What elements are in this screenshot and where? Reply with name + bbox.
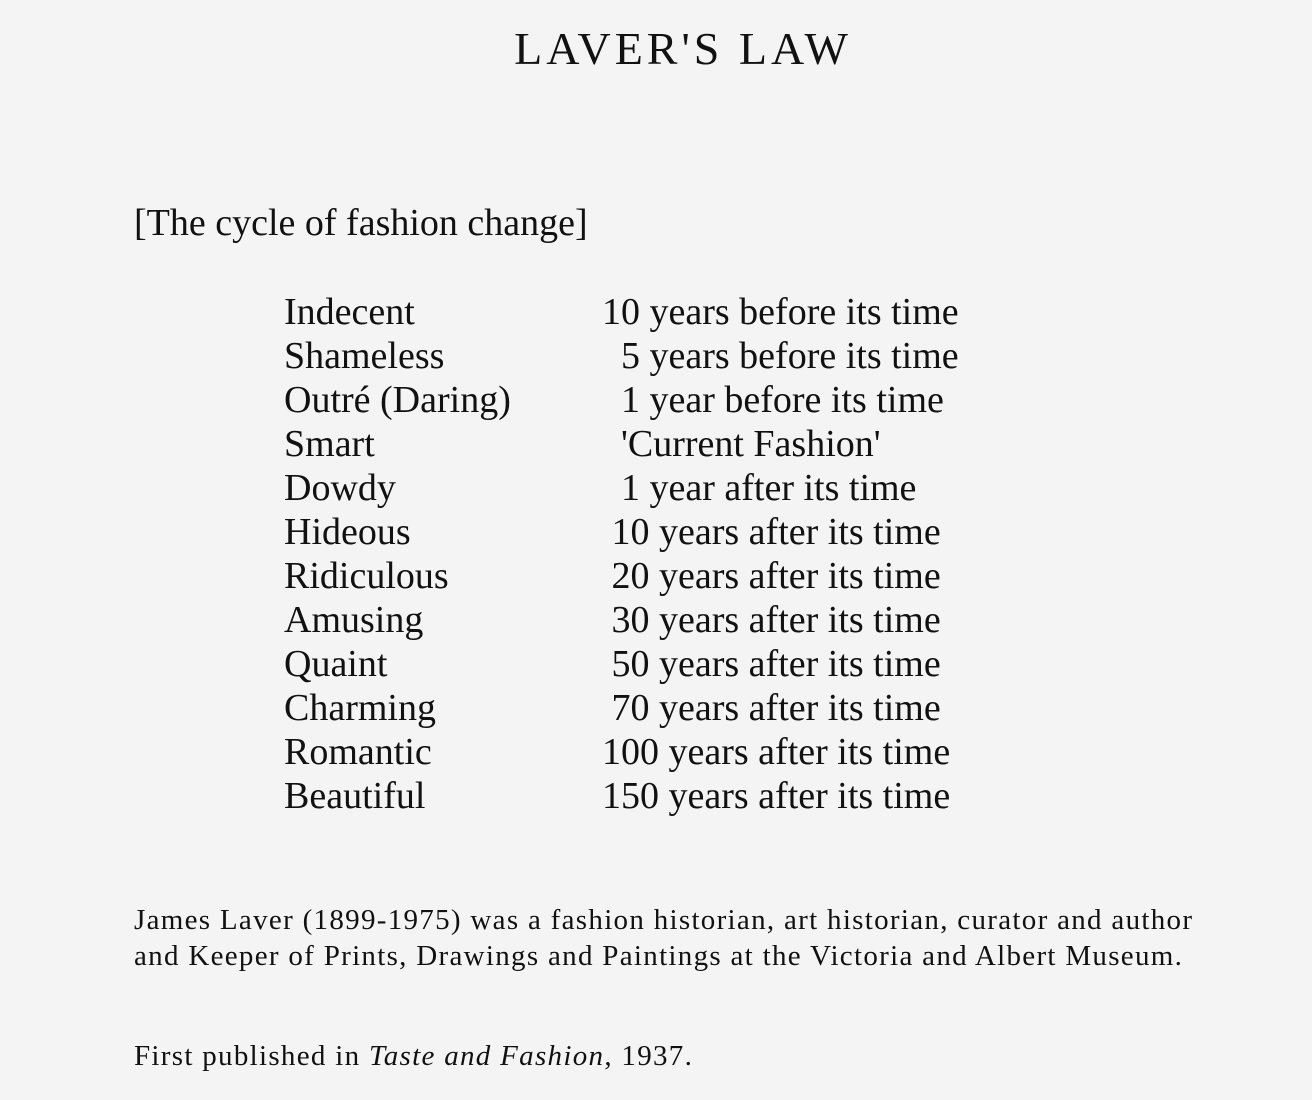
cycle-row — [284, 774, 962, 818]
stage-time: 1 year before its time — [602, 379, 944, 421]
stage-time: 5 years before its time — [602, 335, 959, 377]
author-note: James Laver (1899-1975) was a fashion historian, art historian, curator and author and Keeper of Prints, Drawings and Paintings at the Victoria and Albert Museum. — [134, 904, 1194, 972]
cycle-row — [284, 466, 962, 510]
cycle-row — [284, 642, 962, 686]
stage-name: Dowdy — [284, 467, 396, 509]
stage-time: 1 year after its time — [602, 467, 917, 509]
cycle-row — [284, 598, 962, 642]
stage-time: 10 years after its time — [602, 511, 941, 553]
source-suffix: , 1937. — [604, 1040, 694, 1072]
fashion-cycle-table — [284, 290, 962, 818]
source-citation — [134, 1038, 693, 1074]
page-title: LAVER'S LAW — [514, 23, 852, 74]
cycle-row — [284, 422, 962, 466]
cycle-row — [284, 290, 962, 334]
cycle-row — [284, 686, 962, 730]
subtitle: [The cycle of fashion change] — [134, 202, 588, 244]
stage-name: Romantic — [284, 731, 432, 773]
stage-time: 10 years before its time — [602, 291, 959, 333]
stage-name: Quaint — [284, 643, 388, 685]
stage-time: 100 years after its time — [602, 731, 951, 773]
stage-name: Charming — [284, 687, 436, 729]
stage-time: 'Current Fashion' — [602, 423, 881, 465]
stage-name: Shameless — [284, 335, 445, 377]
cycle-row — [284, 378, 962, 422]
stage-time: 30 years after its time — [602, 599, 941, 641]
cycle-row — [284, 334, 962, 378]
stage-time: 150 years after its time — [602, 775, 951, 817]
cycle-row — [284, 730, 962, 774]
stage-name: Hideous — [284, 511, 411, 553]
stage-name: Outré (Daring) — [284, 379, 511, 421]
cycle-row — [284, 554, 962, 598]
stage-name: Smart — [284, 423, 375, 465]
stage-name: Amusing — [284, 599, 424, 641]
stage-time: 70 years after its time — [602, 687, 941, 729]
stage-name: Indecent — [284, 291, 415, 333]
stage-time: 20 years after its time — [602, 555, 941, 597]
cycle-row — [284, 510, 962, 554]
stage-name: Ridiculous — [284, 555, 449, 597]
source-prefix: First published in — [134, 1040, 369, 1072]
source-work-title: Taste and Fashion — [368, 1040, 605, 1072]
stage-name: Beautiful — [284, 775, 426, 817]
stage-time: 50 years after its time — [602, 643, 941, 685]
